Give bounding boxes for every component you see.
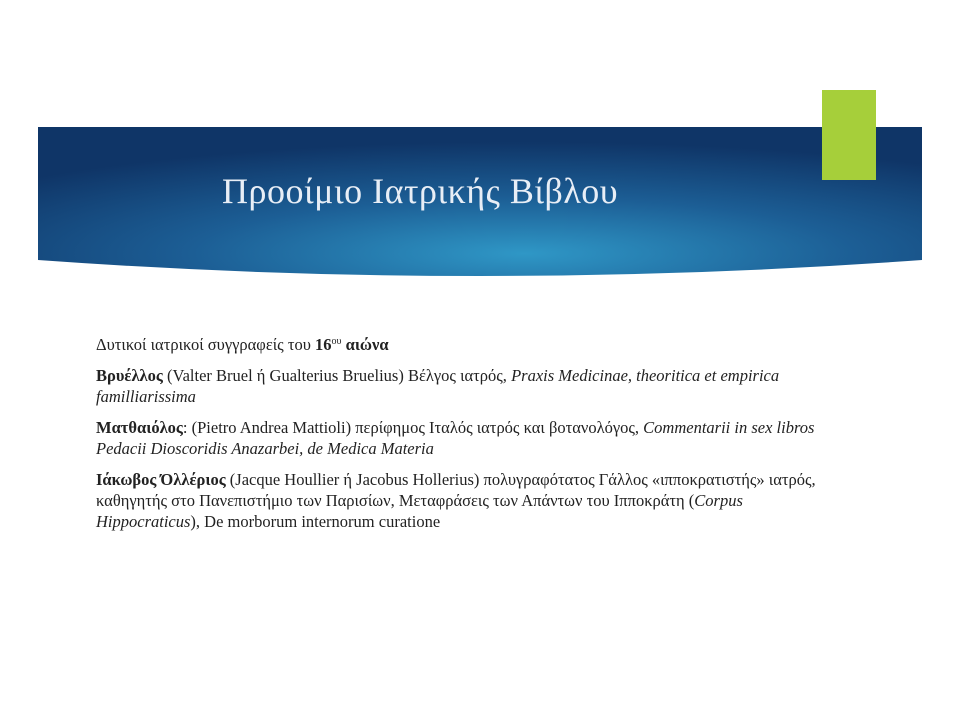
entry-work: Corpus Hippocraticus: [96, 491, 743, 531]
slide-body: [96, 334, 816, 542]
accent-bar: [822, 90, 876, 180]
entry-bruelius: Βρυέλλος (Valter Bruel ή Gualterius Bruelius) Βέλγος ιατρός, Praxis Medicinae, theoritica et empirica familliarissima: [96, 366, 780, 406]
body-heading: Δυτικοί ιατρικοί συγγραφείς του $16^{o\upsilon}$ αιώνα: [96, 335, 389, 354]
slide-title: Προοίμιο Ιατρικής Βίβλου: [222, 171, 619, 211]
entry-work: Commentarii in sex libros Pedacii Dioscoridis Anazarbei, de Medica Materia: [96, 418, 815, 458]
entry-name: Ματθαιόλος: [96, 418, 183, 437]
entry-name: Ιάκωβος Όλλέριος: [96, 470, 226, 489]
entry-hollerius: Ιάκωβος Όλλέριος (Jacque Houllier ή Jacobus Hollerius) πολυγραφότατος Γάλλος «ιπποκρατιστής» ιατρός, καθηγητής στο Πανεπιστήμιο των Παρισίων, Μεταφράσεις των Απάντων του Ιπποκράτη (Corpus Hippocraticus), De morborum internorum curatione: [96, 470, 816, 531]
entry-work: Praxis Medicinae, theoritica et empirica familliarissima: [96, 366, 780, 406]
entry-name: Βρυέλλος: [96, 366, 163, 385]
entry-mattioli: Ματθαιόλος: (Pietro Andrea Mattioli) περίφημος Ιταλός ιατρός και βοτανολόγος, Commentarii in sex libros Pedacii Dioscoridis Anazarbei, de Medica Materia: [96, 418, 815, 458]
